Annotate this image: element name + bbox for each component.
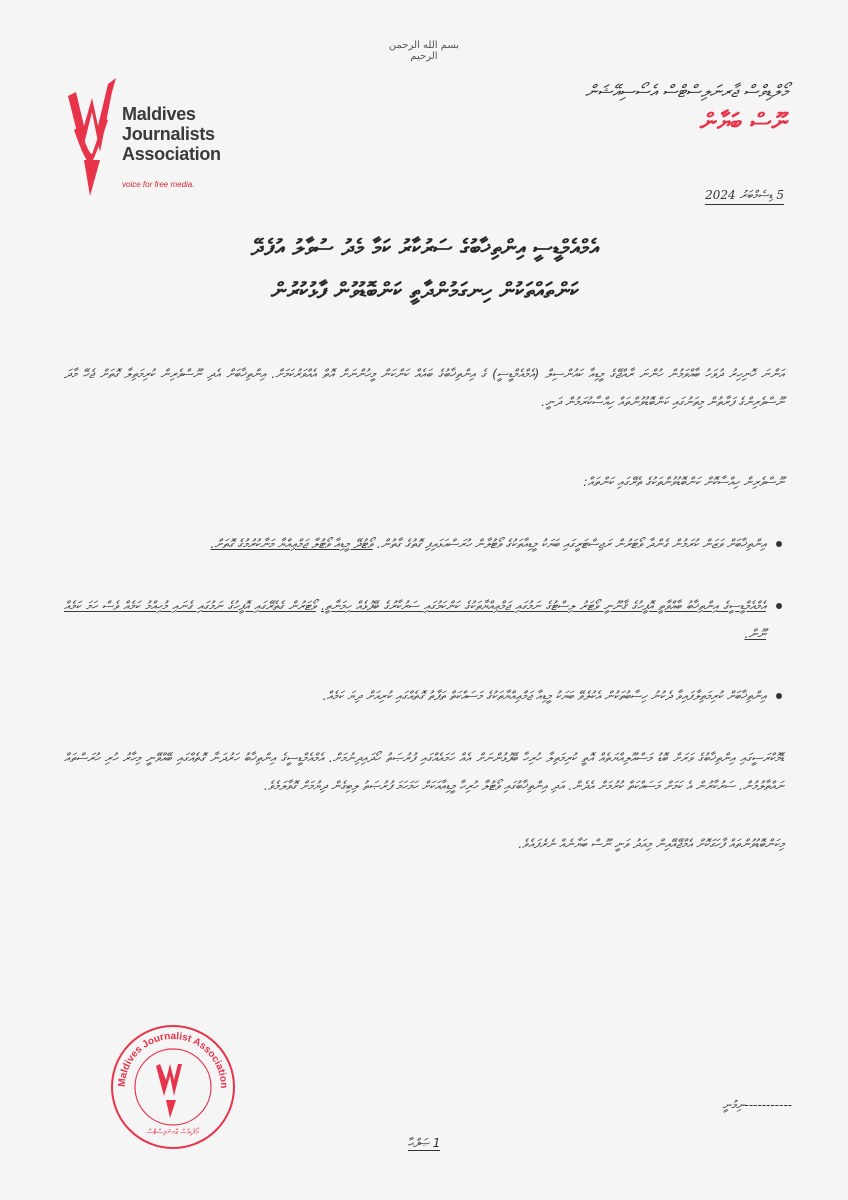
- mja-logo-mark-icon: [64, 66, 124, 206]
- final-statement: މިކަންބޮޑުވުންތައް ފާހަގަކޮށް އެމްޖޭއޭއިން މިއަދު ވަނީ ނޫސް ބަޔާނެއް ނެރެފައެވެ.: [518, 836, 784, 851]
- logo-line-association: Association: [122, 144, 221, 164]
- org-name-dhivehi: މޯލްޑިވްސް ޖާރނަލިސްޓްސް އެސޯސިއޭޝަން: [584, 82, 788, 102]
- logo-line-journalists: Journalists: [122, 124, 215, 144]
- concerns-list: [64, 530, 784, 710]
- bismillah-calligraphy: بسم الله الرحمن الرحيم: [388, 40, 460, 62]
- list-item-underlined-text: ވޯޓުދޭ މީޑިއާ ވޯޓުލާ ޖަމްޢިއްޔާ މަނާކުރުމުގެ ގޮތަށް.: [210, 536, 373, 551]
- bullet-dot-icon: [776, 541, 782, 547]
- title-line-2: ކަންތައްތަކުން ހިނގަމުންދާތީ ކަންބޮޑުވުން ފާޅުކުރުން: [271, 279, 579, 304]
- document-end-mark: -----------ނިމުނީ: [722, 1098, 792, 1112]
- bullet-dot-icon: [776, 603, 782, 609]
- document-body: [64, 360, 784, 858]
- stamp-inner-text: މޯލްޑިވްސް ޖާރނަލިސްޓްސް: [147, 1128, 199, 1136]
- list-item-text: އެމްއެމްޑީސީގެ އިންތިޚާބު ބާއްވާތީ އޮފީހުގެ ޤާނޫނީ ވޯޓަރު ލިސްޓުގެ ނަމުގައި ޖަމްޢިއްޔާތަކުގެ ކަންކަމުގައި ސަރުކާރުގެ ބޭފުޅެއް ހިމަނާތީ.: [320, 598, 766, 613]
- letterhead-right: [585, 82, 788, 136]
- stamp-seal-icon: [108, 1022, 238, 1152]
- concerns-lead-in: ނޫސްވެރިން ހިއްސާކޮށް ކަންބޮޑުވުންތަކުގެ ތެރޭގައި ކަންތައް:: [583, 474, 784, 489]
- logo-wordmark: [122, 104, 221, 164]
- list-item-underlined-text: ވޯޓަރުން ގެތެރޭގައި އޮފީހުގެ ނަމުގައި ގެނައި މުހިއްމު ކަމެއް ވެސް ހަމަ ކަމެއް ނޫން.: [64, 598, 766, 641]
- title-line-1: އެމްއެމްޑީސީ އިންތިޚާބުގެ ސަރުކާރު ކަމާ މެދު ސުވާލު އުފެދޭ: [250, 236, 600, 261]
- intro-paragraph: އަންނަ ހޮނިހިރު ދުވަހު ބާއްވަމުން ހުންނަ ރާއްޖޭގެ މީޑިއާ ކައުންސިލް (އެމްއެމްޑީސީ) ގެ އިންތިޚާބުގެ ބައެއް ކަންކަން މީހުންނަށް އޮތް އެއްވަރުކަމަށް. އިންތިޚާބަށް އެދި ނޫސްވެރިން ކުރިމަތިލާ ގޮތަށް ޖެހޭ މާދަ ނޫސްވެރިންގެ ފަރާތުން މިތަނުގައި ކަންބޮޑުވުންތައް ހިއްސާކުރަމުން ދަނީ.: [64, 366, 784, 409]
- list-item-text: އިންތިޚާބަށް ވަޒަން ކުރަމުން ގެންދާ ވޯޓަރުން ރަޖިސްޓަރީގައި ބަޔަކު މީޑިއާތަކުގެ ވޯޓުލާން ހުރަސްއަޅައިފި ގޮތުގެ ގާތުން.: [376, 536, 766, 551]
- document-title: [120, 228, 730, 314]
- bullet-dot-icon: [776, 693, 782, 699]
- closing-paragraph: ޑެމޮކްރަސީގައި އިންތިޚާބުގެ ވަރަށް ބޮޑު މަސްއޫލިއްޔަތެއް އޮތީ ކުރިމަތިލާ ހުރިހާ ބޭފުޅުންނަށް އެއް ހަމައެއްގައި ފުރުޞަތު ހޯދައިދިނުމަށް. އެމްއެމްޑީސީގެ އިންތިޚާބު ހަރުދަނާ ގޮތެއްގައި ބޭއްވޭނީ މިހާރު ހުރި ހުރަސްތައް ނައްތާލުމުން. ސަރުކާރުން އެ ކަމަށް މަސައްކަތް ކުރުމަށް އެދެން. އަދި އިންތިޚާބުގައި ވޯޓުލާ ހުރިހާ މީޑިއާއަކަށް ހަމަހަމަ ފުރުޞަތު ލިބިގެން ދިޔުމަށް ގޮވާލަމެވެ.: [64, 750, 784, 793]
- official-stamp: [108, 1022, 238, 1156]
- document-date: 5 ޑިސެމްބަރު 2024: [705, 188, 784, 205]
- page-number: [384, 1136, 464, 1151]
- logo-tagline: voice for free media.: [122, 180, 195, 189]
- list-item: [64, 530, 784, 558]
- logo-line-maldives: Maldives: [122, 104, 196, 124]
- list-item-text: އިންތިޚާބަށް ކުރިމަތިލާފައިވާ ދެކުނު ހިސާބުތަކުން އެކުލެވޭ ބަޔަކު މީޑިއާ ޖަމްޢިއްޔާތަކުގެ މަސައްކަތް ތަފާތު ގޮތެއްގައި ކުރިއަށް ދިޔަ ކަމެއް.: [322, 688, 766, 703]
- list-item: [64, 682, 784, 710]
- press-release-label: ނޫސް ބަޔާން: [699, 108, 788, 136]
- list-item: [64, 592, 784, 648]
- page-number-text: 1 ޞަފްޙާ: [407, 1136, 441, 1150]
- stamp-outer-text: Maldives Journalist Association: [116, 1030, 230, 1089]
